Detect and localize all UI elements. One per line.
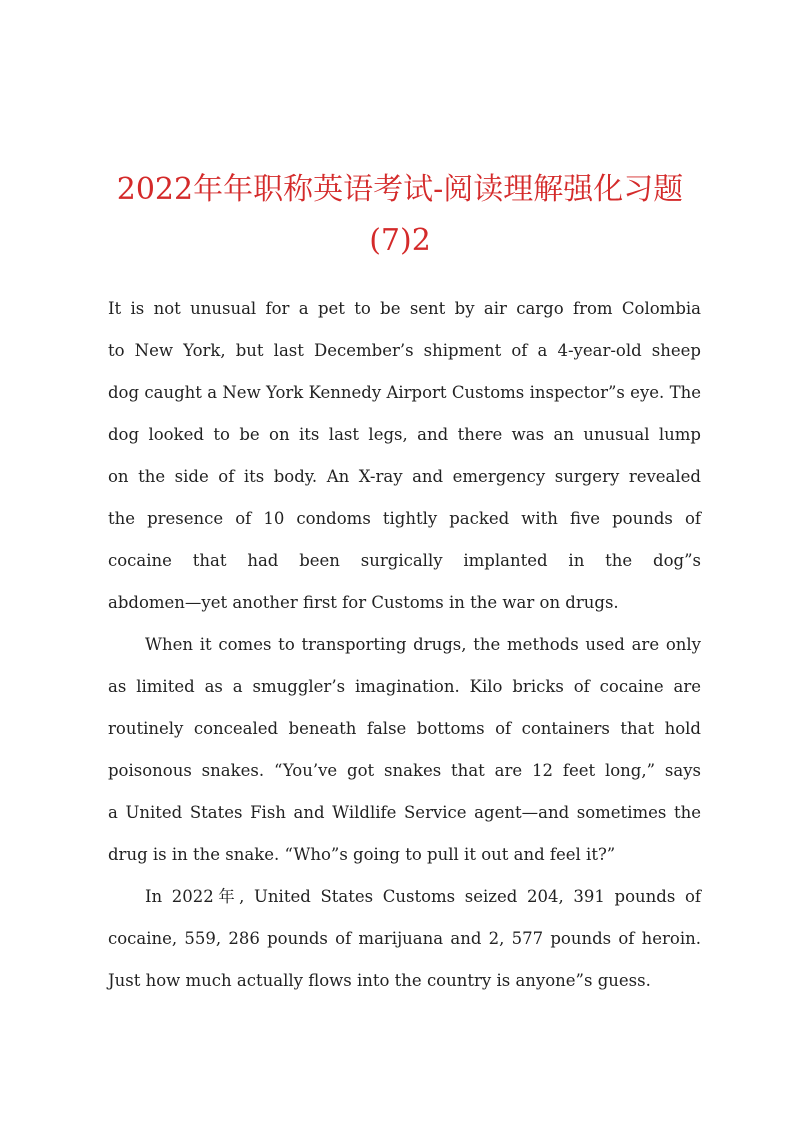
document-title-line2: (7)2: [369, 223, 431, 258]
paragraph-line: poisonous snakes. “You’ve got snakes that are 12 feet long,” says: [108, 761, 701, 780]
paragraph-line: the presence of 10 condoms tightly packed with five pounds of: [108, 509, 701, 528]
paragraph-line: abdomen—yet another first for Customs in the war on drugs.: [108, 593, 619, 612]
paragraph-2: [108, 624, 701, 876]
paragraph-line: Just how much actually flows into the country is anyone”s guess.: [108, 971, 651, 990]
paragraph-line: It is not unusual for a pet to be sent by air cargo from Colombia: [108, 299, 701, 318]
paragraph-3: [108, 876, 701, 1002]
paragraph-line: dog looked to be on its last legs, and there was an unusual lump: [108, 425, 701, 444]
paragraph-line: dog caught a New York Kennedy Airport Customs inspector”s eye. The: [108, 383, 701, 402]
paragraph-line: When it comes to transporting drugs, the methods used are only: [145, 635, 701, 654]
paragraph-line: routinely concealed beneath false bottoms of containers that hold: [108, 719, 701, 738]
paragraph-line: drug is in the snake. “Who”s going to pull it out and feel it?”: [108, 845, 616, 864]
paragraph-line: to New York, but last December’s shipment of a 4-year-old sheep: [108, 341, 701, 360]
paragraph-line: on the side of its body. An X-ray and emergency surgery revealed: [108, 467, 701, 486]
document-title-line1: 2022年年职称英语考试-阅读理解强化习题: [116, 172, 684, 207]
paragraph-line: cocaine that had been surgically implanted in the dog”s: [108, 551, 701, 570]
paragraph-line: as limited as a smuggler’s imagination. Kilo bricks of cocaine are: [108, 677, 701, 696]
paragraph-line: In 2022年, United States Customs seized 204, 391 pounds of: [145, 887, 701, 906]
paragraph-line: cocaine, 559, 286 pounds of marijuana and 2, 577 pounds of heroin.: [108, 929, 701, 948]
document-body: [108, 288, 701, 1002]
paragraph-line: a United States Fish and Wildlife Service agent—and sometimes the: [108, 803, 701, 822]
paragraph-1: [108, 288, 701, 624]
